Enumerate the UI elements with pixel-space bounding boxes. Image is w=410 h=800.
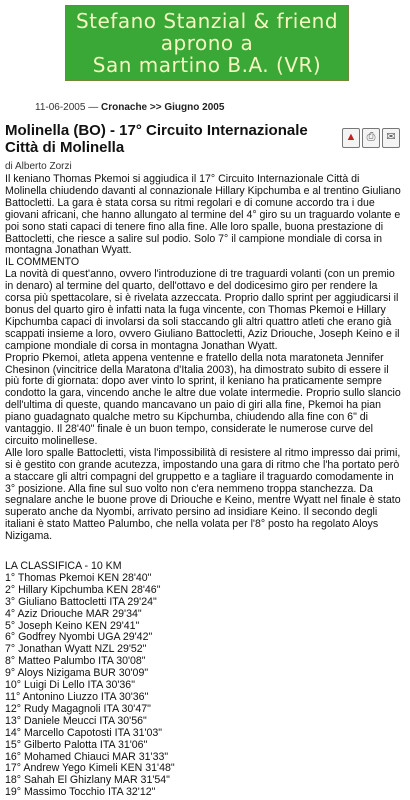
result-row: 2° Hillary Kipchumba KEN 28'46": [5, 583, 161, 596]
breadcrumb-section[interactable]: Cronache: [100, 102, 148, 113]
article-paragraph: Proprio Pkemoi, atleta appena ventenne e fratello della nota maratoneta Jennifer Chesinon (vincitrice della Maratona d'Italia 2003), ha dimostrato subito di essere il più forte di giornata: dopo aver vinto lo sprint, il keniano ha praticamente sempre condotto la gara, vincendo anche le altre due volate intermedie. Proprio sullo slancio dell'ultima di queste, quando mancavano un paio di giri alla fine, Pkemoi ha pian piano guadagnato qualche metro su Kipchumba, chiudendo alla fine con 6" di vantaggio. Il 28'40" finale è un buon tempo, considerate le numerose curve del circuito molinellese.: [5, 351, 401, 447]
comment-heading: IL COMMENTO: [5, 256, 80, 269]
banner-line-2: aprono a: [160, 31, 254, 55]
header-banner: [65, 5, 349, 81]
results-list: [5, 573, 305, 799]
result-row: 9° Aloys Nizigama BUR 30'09": [5, 667, 149, 680]
breadcrumb-sep: —: [88, 102, 99, 113]
result-row: 17° Andrew Yego Kimeli KEN 31'48": [5, 762, 175, 775]
article-paragraph: Il keniano Thomas Pkemoi si aggiudica il 17° Circuito Internazionale Città di Molinella chiudendo davanti al connazionale Hillary Kipchumba e al trentino Giuliano Battocletti. La gara è stata corsa su ritmi regolari e di comune accordo tra i due giovani africani, che hanno allungato al termine del 4° giro su un traguardo volante e poi sono stati capaci di tenere fino alla fine. Alle loro spalle, buona prestazione di Battocletti, che riesce a salire sul podio. Solo 7° il campione mondiale di corsa in montagna Jonathan Wyatt.: [5, 173, 401, 257]
result-row: 6° Godfrey Nyombi UGA 29'42": [5, 631, 153, 644]
article-title: Molinella (BO) - 17° Circuito Internazionale Città di Molinella: [5, 122, 308, 156]
results-table: [5, 561, 305, 799]
result-row: 7° Jonathan Wyatt NZL 29'52": [5, 643, 147, 656]
pdf-icon[interactable]: ▲: [342, 128, 360, 148]
breadcrumb: [35, 102, 224, 113]
result-row: 15° Gilberto Palotta ITA 31'06": [5, 738, 148, 751]
result-row: 11° Antonino Liuzzo ITA 30'36": [5, 690, 149, 703]
article-author: di Alberto Zorzi: [5, 161, 72, 172]
article-tools: [340, 128, 410, 148]
breadcrumb-month[interactable]: Giugno 2005: [164, 102, 225, 113]
article-body: [5, 174, 403, 543]
banner-line-3: San martino B.A. (VR): [92, 53, 322, 77]
result-row: 5° Joseph Keino KEN 29'41": [5, 619, 140, 632]
result-row: 14° Marcello Capotosti ITA 31'03": [5, 726, 163, 739]
result-row: 18° Sahah El Ghizlany MAR 31'54": [5, 774, 170, 787]
result-row: 19° Massimo Tocchio ITA 32'12": [5, 786, 156, 799]
email-icon[interactable]: ✉: [382, 128, 400, 148]
print-icon[interactable]: ⎙: [362, 128, 380, 148]
breadcrumb-arrow: >>: [149, 102, 162, 113]
banner-line-1: Stefano Stanzial & friend: [75, 9, 339, 33]
result-row: 3° Giuliano Battocletti ITA 29'24": [5, 595, 157, 608]
result-row: 16° Mohamed Chiauci MAR 31'33": [5, 750, 169, 763]
article-date: 11-06-2005: [35, 102, 86, 113]
result-row: 12° Rudy Magagnoli ITA 30'47": [5, 702, 151, 715]
result-row: 1° Thomas Pkemoi KEN 28'40": [5, 571, 152, 584]
result-row: 13° Daniele Meucci ITA 30'56": [5, 714, 147, 727]
article-paragraph: Alle loro spalle Battocletti, vista l'impossibilità di resistere al ritmo impresso dai primi, si è gestito con grande acutezza, impostando una gara di ritmo che l'ha portato però a staccare gli altri compagni del gruppetto e a tagliare il traguardo comodamente in 3° posizione. Alla fine sul suo volto non c'era nemmeno troppa stanchezza. Da segnalare anche le buone prove di Driouche e Keino, mentre Wyatt nel finale è stato superato anche da Nyombi, arrivato persino ad insidiare Keino. Il secondo degli italiani è stato Matteo Palumbo, che nella volata per l'8° posto ha regolato Aloys Nizigama.: [5, 446, 401, 543]
result-row: 4° Aziz Driouche MAR 29'34": [5, 607, 142, 620]
results-heading: LA CLASSIFICA - 10 KM: [5, 560, 122, 572]
result-row: 10° Luigi Di Lello ITA 30'36": [5, 679, 135, 692]
article-paragraph: La novità di quest'anno, ovvero l'introduzione di tre traguardi volanti (con un premio in denaro) al termine del quarto, dell'ottavo e del dodicesimo giro per rendere la corsa più spettacolare, si è rivelata azzeccata. Proprio dallo sprint per aggiudicarsi il bonus del quarto giro è infatti nata la fuga vincente, con Thomas Pkemoi e Hillary Kipchumba capaci di involarsi da soli staccando gli altri quattro atleti che erano già scappati insieme a loro, ovvero Giuliano Battocletti, Aziz Driouche, Joseph Keino e il campione mondiale di corsa in montagna Jonathan Wyatt.: [5, 268, 400, 352]
result-row: 8° Matteo Palumbo ITA 30'08": [5, 655, 146, 668]
